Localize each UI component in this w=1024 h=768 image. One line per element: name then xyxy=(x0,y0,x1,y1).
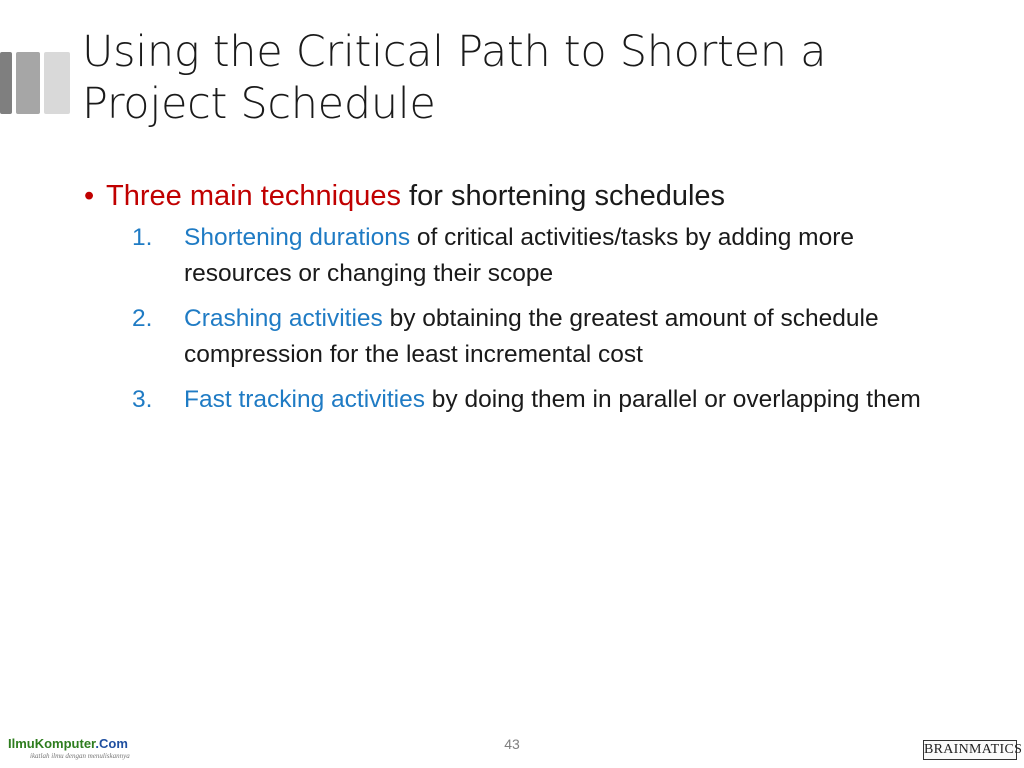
technique-highlight: Shortening durations xyxy=(184,224,411,251)
title-decoration-bars xyxy=(0,52,72,114)
technique-item xyxy=(84,220,964,292)
technique-number: 3. xyxy=(132,386,153,413)
technique-item xyxy=(84,301,964,373)
ilmukomputer-name: IlmuKomputer xyxy=(8,736,96,751)
ilmukomputer-logo xyxy=(8,736,138,764)
slide-title-line1: Using the Critical Path to Shorten a xyxy=(82,27,827,77)
brainmatics-logo: BRAINMATICS xyxy=(923,740,1017,760)
techniques-list xyxy=(84,220,964,418)
technique-highlight: Fast tracking activities xyxy=(184,386,425,413)
technique-number: 1. xyxy=(132,224,153,251)
technique-highlight: Crashing activities xyxy=(184,305,383,332)
technique-text: by obtaining the greatest amount of schedule compression for the least incremental cost xyxy=(184,305,879,368)
slide-title xyxy=(82,26,982,130)
main-bullet-highlight: Three main techniques xyxy=(106,180,401,212)
page-number: 43 xyxy=(504,736,520,752)
technique-number: 2. xyxy=(132,305,153,332)
slide-title-line2: Project Schedule xyxy=(82,79,436,129)
main-bullet-text: for shortening schedules xyxy=(401,180,726,212)
decoration-bar-mid xyxy=(16,52,40,114)
decoration-bar-light xyxy=(44,52,70,114)
ilmukomputer-tagline: ikatlah ilmu dengan menuliskannya xyxy=(30,752,130,760)
technique-text: of critical activities/tasks by adding more resources or changing their scope xyxy=(184,224,855,287)
slide-content xyxy=(84,176,964,427)
ilmukomputer-suffix: .Com xyxy=(95,736,128,751)
ilmukomputer-brand xyxy=(8,736,138,752)
technique-item xyxy=(84,382,964,418)
main-bullet xyxy=(84,176,964,216)
decoration-bar-dark xyxy=(0,52,12,114)
technique-text: by doing them in parallel or overlapping them xyxy=(425,386,921,413)
bullet-marker: • xyxy=(84,180,95,212)
